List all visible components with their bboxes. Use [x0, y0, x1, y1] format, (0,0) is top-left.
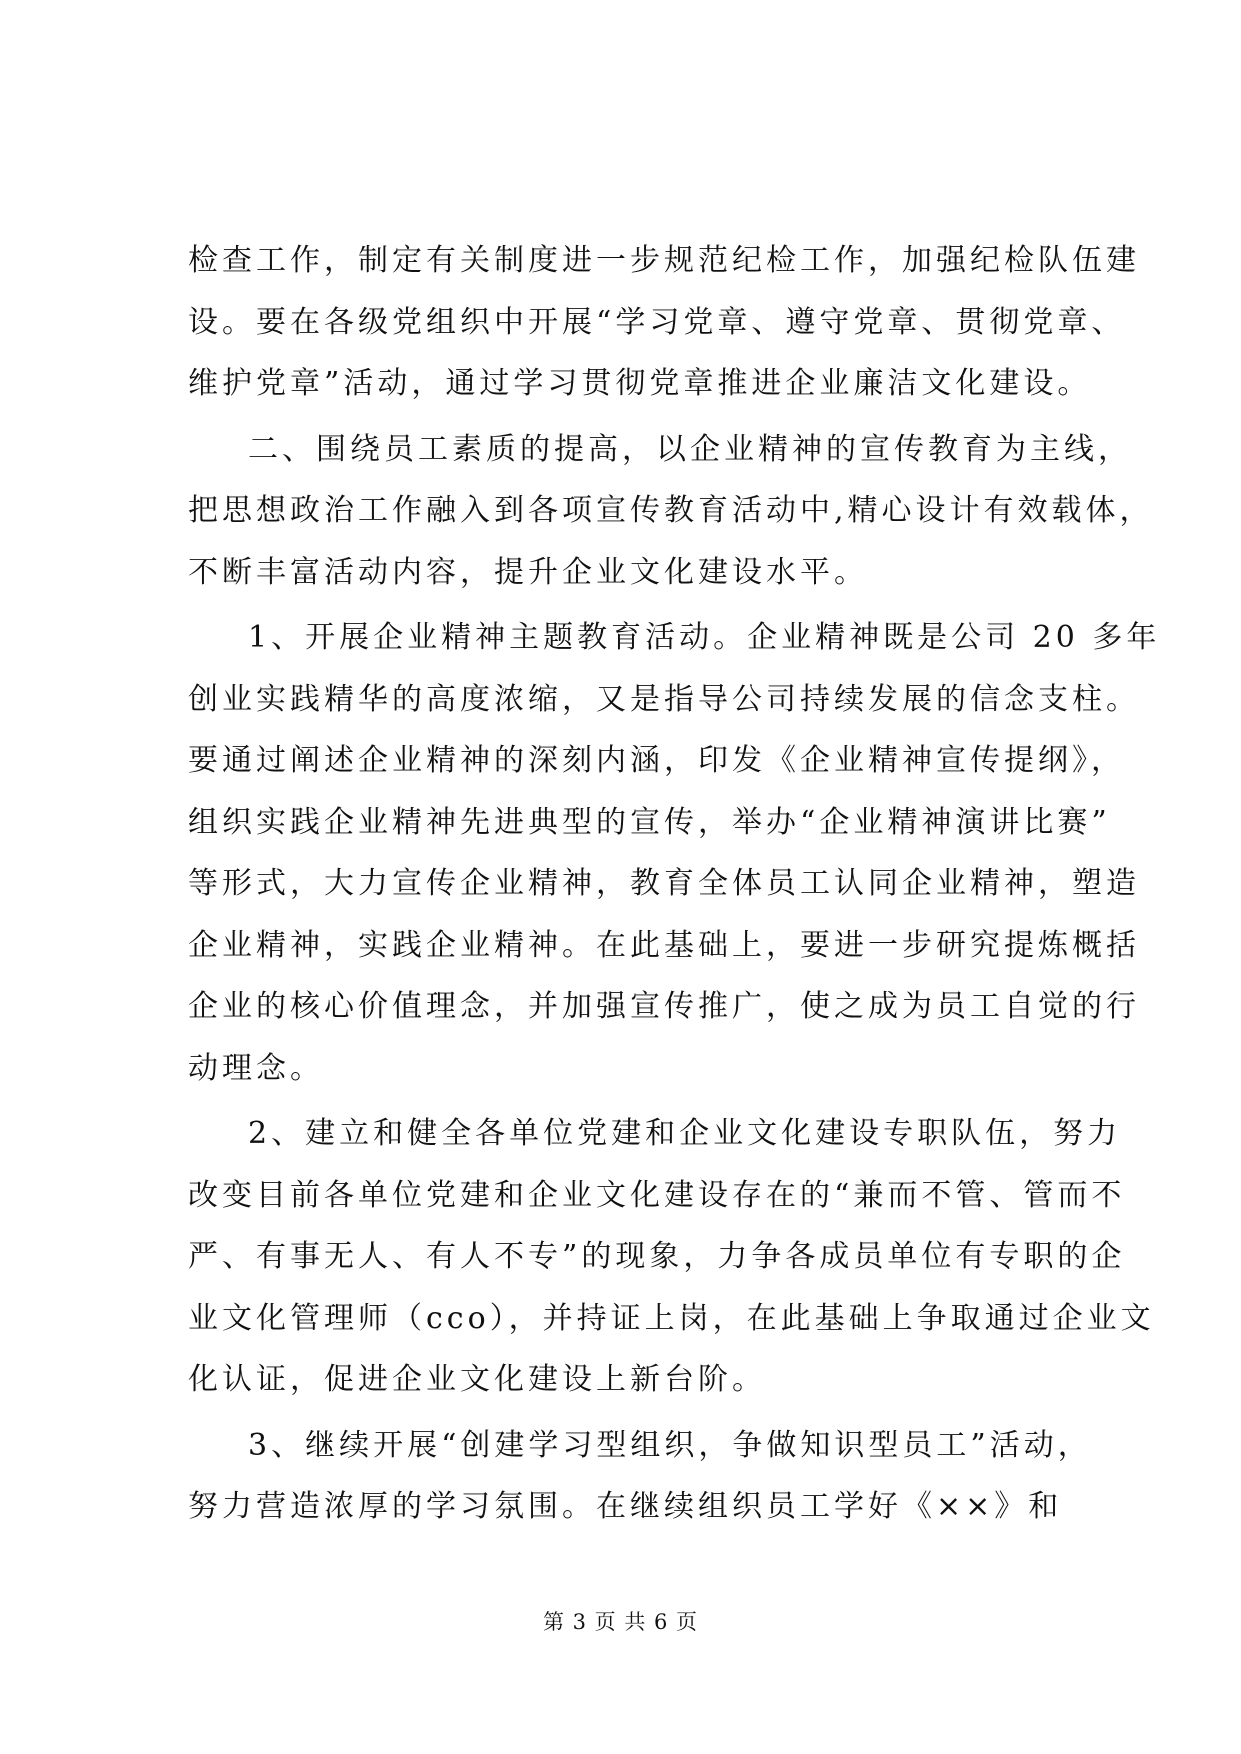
paragraph — [188, 1415, 1092, 1538]
paragraph — [188, 230, 1140, 415]
text-line: 创业实践精华的高度浓缩，又是指导公司持续发展的信念支柱。 — [188, 681, 1140, 717]
text-line: 业文化管理师（cco），并持证上岗，在此基础上争取通过企业文 — [188, 1300, 1155, 1336]
text-line: 要通过阐述企业精神的深刻内涵，印发《企业精神宣传提纲》， — [188, 743, 1125, 778]
text-line: 等形式，大力宣传企业精神，教育全体员工认同企业精神，塑造 — [188, 866, 1140, 901]
text-line: 检查工作，制定有关制度进一步规范纪检工作，加强纪检队伍建 — [188, 243, 1140, 278]
paragraph — [188, 419, 1154, 604]
text-line: 1、开展企业精神主题教育活动。企业精神既是公司 20 多年 — [248, 620, 1161, 655]
text-line: 2、建立和健全各单位党建和企业文化建设专职队伍，努力 — [248, 1116, 1122, 1151]
document-body — [188, 230, 1161, 1542]
text-line: 组织实践企业精神先进典型的宣传，举办“企业精神演讲比赛” — [188, 804, 1111, 840]
text-line: 动理念。 — [188, 1050, 324, 1086]
text-line: 企业的核心价值理念，并加强宣传推广，使之成为员工自觉的行 — [188, 989, 1140, 1024]
text-line: 企业精神，实践企业精神。在此基础上，要进一步研究提炼概括 — [188, 927, 1140, 963]
paragraph — [188, 607, 1161, 1099]
text-line: 不断丰富活动内容，提升企业文化建设水平。 — [188, 554, 868, 590]
text-line: 严、有事无人、有人不专”的现象，力争各成员单位有专职的企 — [188, 1239, 1126, 1274]
paragraph — [188, 1103, 1155, 1411]
text-line: 3、继续开展“创建学习型组织，争做知识型员工”活动， — [248, 1427, 1092, 1463]
text-line: 维护党章”活动，通过学习贯彻党章推进企业廉洁文化建设。 — [188, 366, 1092, 401]
text-line: 把思想政治工作融入到各项宣传教育活动中,精心设计有效载体， — [188, 493, 1154, 528]
text-line: 改变目前各单位党建和企业文化建设存在的“兼而不管、管而不 — [188, 1177, 1126, 1213]
page-footer: 第 3 页 共 6 页 — [542, 1610, 699, 1634]
text-line: 化认证，促进企业文化建设上新台阶。 — [188, 1362, 766, 1397]
text-line: 努力营造浓厚的学习氛围。在继续组织员工学好《××》和 — [188, 1489, 1063, 1524]
text-line: 设。要在各级党组织中开展“学习党章、遵守党章、贯彻党章、 — [188, 304, 1126, 340]
text-line: 二、围绕员工素质的提高，以企业精神的宣传教育为主线， — [248, 431, 1132, 467]
